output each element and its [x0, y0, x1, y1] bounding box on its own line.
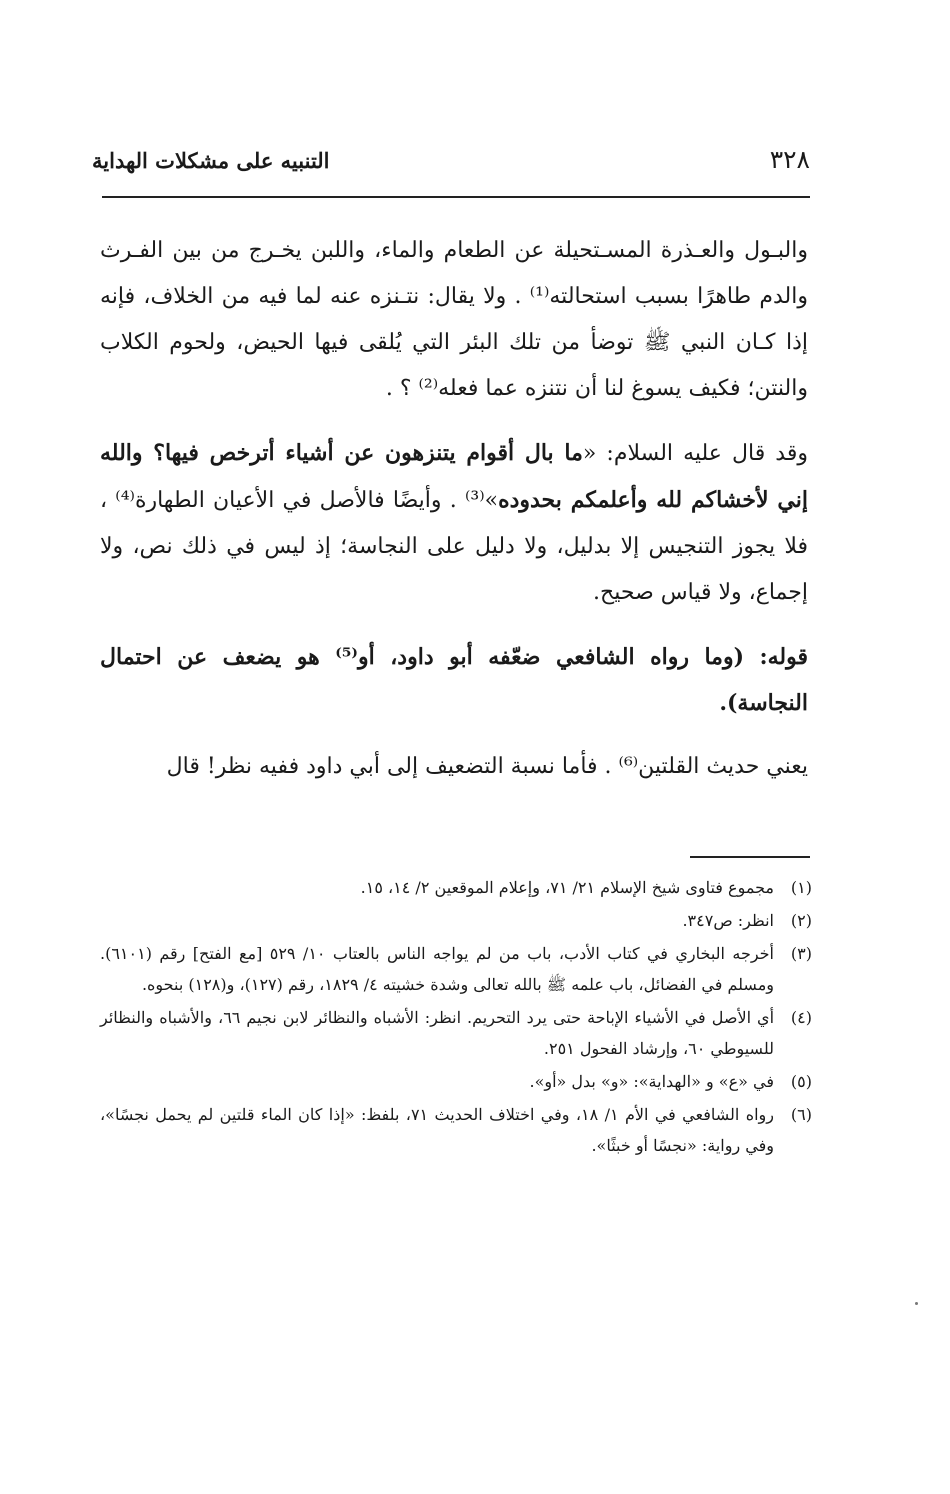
footnote-divider: [690, 856, 810, 858]
footnote: [100, 905, 812, 936]
footnotes: [100, 872, 812, 1163]
footnote-text: أخرجه البخاري في كتاب الأدب، باب من لم يواجه الناس بالعتاب ١٠/ ٥٢٩ [مع الفتح] رقم (٦١٠١). ومسلم في الفضائل، باب علمه ﷺ بالله تعالى وشدة خشيته ٤/ ١٨٢٩، رقم (١٢٧)، و(١٢٨) بنحوه.: [100, 944, 774, 994]
footnote-text: في «ع» و «الهداية»: «و» بدل «أو».: [529, 1072, 774, 1091]
paragraph-1: والبـول والعـذرة المسـتحيلة عن الطعام والماء، واللبن يخـرج من بين الفـرث والدم طاهرًا بسبب استحالته⁽¹⁾ . ولا يقال: نتـنزه عنه لما فيه من الخلاف، فإنه إذا كـان النبي ﷺ توضأ من تلك البئر التي يُلقى فيها الحيض، ولحوم الكلاب والنتن؛ فكيف يسوغ لنا أن نتنزه عما فعله⁽²⁾ ؟ .: [100, 238, 808, 401]
paragraph-3-quote-heading: قوله: (وما رواه الشافعي ضعّفه أبو داود، أو⁽⁵⁾ هو يضعف عن احتمال النجاسة).: [100, 644, 809, 716]
running-header-title: التنبيه على مشكلات الهداية: [92, 148, 330, 173]
footnote-number: (٤): [790, 1008, 812, 1027]
paragraph-2-intro: وقد قال عليه السلام: «: [582, 441, 808, 466]
paragraph-2: [100, 430, 808, 616]
footnote-number: (٥): [790, 1072, 812, 1091]
scan-speck: [915, 1302, 918, 1305]
footnote: [100, 872, 812, 903]
footnote: [100, 1002, 812, 1064]
footnote-number: (١): [790, 878, 812, 897]
paragraph-2-rest: »⁽³⁾ . وأيضًا فالأصل في الأعيان الطهارة⁽⁴⁾ ، فلا يجوز التنجيس إلا بدليل، ولا دليل على النجاسة؛ إذ ليس في ذلك نص، ولا إجماع، ولا قياس صحيح.: [100, 488, 808, 605]
paragraph-4: يعني حديث القلتين⁽⁶⁾ . فأما نسبة التضعيف إلى أبي داود ففيه نظر! قال: [166, 754, 808, 779]
footnote-number: (٣): [790, 944, 812, 963]
hadith-quote: ما بال أقوام يتنزهون عن أشياء أترخص فيها؟ والله إني لأخشاكم لله وأعلمكم بحدوده: [100, 440, 808, 513]
footnote-text: أي الأصل في الأشياء الإباحة حتى يرد التحريم. انظر: الأشباه والنظائر لابن نجيم ٦٦، والأشباه والنظائر للسيوطي ٦٠، وإرشاد الفحول ٢٥١.: [100, 1008, 775, 1058]
footnote-number: (٢): [790, 911, 812, 930]
footnote: [100, 1099, 812, 1161]
footnote-text: رواه الشافعي في الأم ١/ ١٨، وفي اختلاف الحديث ٧١، بلفظ: «إذا كان الماء قلتين لم يحمل نجسًا»، وفي رواية: «نجسًا أو خبثًا».: [100, 1105, 775, 1155]
header-divider: [102, 196, 810, 198]
footnote-text: مجموع فتاوى شيخ الإسلام ٢١/ ٧١، وإعلام الموقعين ٢/ ١٤، ١٥.: [360, 878, 774, 897]
footnote: [100, 1066, 812, 1097]
main-text: [100, 228, 808, 808]
page-number: ٣٢٨: [769, 145, 810, 174]
footnote: [100, 938, 812, 1000]
footnote-number: (٦): [790, 1105, 812, 1124]
footnote-text: انظر: ص٣٤٧.: [682, 911, 774, 930]
